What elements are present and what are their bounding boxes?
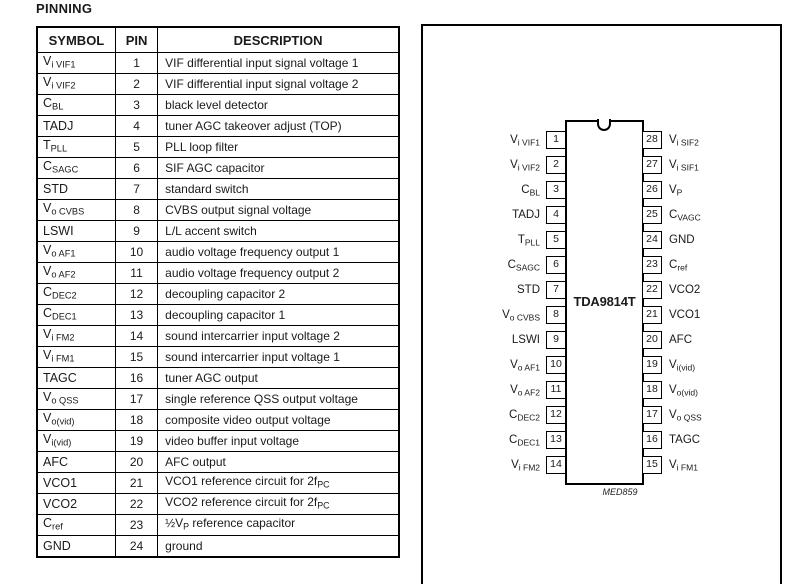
symbol-cell: $V_{o AF1}$	[37, 242, 115, 263]
pin-box: 20	[642, 331, 662, 349]
pin-box: 17	[642, 406, 662, 424]
table-row	[37, 53, 399, 74]
pin-box: 18	[642, 381, 662, 399]
pin-label: $V_{i VIF2}$	[510, 159, 540, 173]
subscript: o QSS	[676, 412, 702, 423]
description-cell: ground	[158, 536, 399, 558]
table-row	[37, 263, 399, 284]
subscript: PC	[317, 479, 330, 490]
symbol-cell: $C_{DEC1}$	[37, 305, 115, 326]
symbol-cell: $V_{i FM2}$	[37, 326, 115, 347]
pin-label: $C_{DEC2}$	[509, 409, 540, 423]
column-header-pin: PIN	[115, 27, 157, 53]
subscript: o CVBS	[51, 206, 85, 217]
pin-box: 12	[546, 406, 566, 424]
pin-label: $C_{BL}$	[521, 184, 540, 198]
pin-number-cell: 14	[115, 326, 157, 347]
pin-label: $C_{SAGC}$	[507, 259, 540, 273]
description-cell: tuner AGC takeover adjust (TOP)	[158, 116, 399, 137]
pin-number-cell: 4	[115, 116, 157, 137]
description-cell: black level detector	[158, 95, 399, 116]
pin-number-cell: 10	[115, 242, 157, 263]
pin-number-cell: 9	[115, 221, 157, 242]
table-row	[37, 368, 399, 389]
page-title: PINNING	[36, 1, 93, 16]
subscript: i SIF2	[676, 137, 699, 148]
description-cell: sound intercarrier input voltage 1	[158, 347, 399, 368]
table-row	[37, 494, 399, 515]
pin-label: $C_{ref}$	[669, 259, 688, 273]
figure-code: MED859	[602, 487, 638, 497]
table-row	[37, 137, 399, 158]
pin-box: 16	[642, 431, 662, 449]
pin-label: STD	[517, 284, 540, 296]
pin-box: 13	[546, 431, 566, 449]
subscript: i(vid)	[51, 437, 72, 448]
subscript: PC	[317, 500, 330, 511]
table-row	[37, 431, 399, 452]
subscript: o(vid)	[51, 416, 75, 427]
description-cell: VIF differential input signal voltage 1	[158, 53, 399, 74]
pin-box: 10	[546, 356, 566, 374]
description-cell: sound intercarrier input voltage 2	[158, 326, 399, 347]
subscript: i VIF2	[517, 162, 540, 173]
pin-box: 14	[546, 456, 566, 474]
pin-number-cell: 13	[115, 305, 157, 326]
symbol-cell: $C_{SAGC}$	[37, 158, 115, 179]
subscript: o CVBS	[509, 312, 540, 323]
subscript: P	[676, 187, 683, 198]
pin-label: $V_{i FM2}$	[511, 459, 540, 473]
symbol-cell: $V_{o CVBS}$	[37, 200, 115, 221]
table-row	[37, 305, 399, 326]
description-cell: L/L accent switch	[158, 221, 399, 242]
pin-box: 4	[546, 206, 566, 224]
symbol-cell: $V_{i VIF2}$	[37, 74, 115, 95]
pin-number-cell: 23	[115, 515, 157, 536]
pin-number-cell: 22	[115, 494, 157, 515]
table-row	[37, 536, 399, 558]
description-cell: VCO1 reference circuit for $2f_{PC}$	[158, 473, 399, 494]
pinning-table	[36, 26, 400, 558]
table-row	[37, 515, 399, 536]
pin-box: 19	[642, 356, 662, 374]
chip-label: TDA9814T	[573, 294, 636, 309]
pin-label: $V_{i SIF2}$	[669, 134, 699, 148]
subscript: o AF2	[517, 387, 540, 398]
pin-number-cell: 5	[115, 137, 157, 158]
subscript: o QSS	[51, 395, 79, 406]
description-cell: composite video output voltage	[158, 410, 399, 431]
description-cell: $\frac{1}{2}V_P$ reference capacitor	[158, 515, 399, 536]
symbol-cell: $V_{i VIF1}$	[37, 53, 115, 74]
pin-number-cell: 11	[115, 263, 157, 284]
subscript: PLL	[524, 237, 540, 248]
pin-number-cell: 7	[115, 179, 157, 200]
subscript: i VIF2	[51, 80, 76, 91]
subscript: ref	[52, 521, 63, 532]
pin-number-cell: 15	[115, 347, 157, 368]
pin-label: $V_{o(vid)}$	[669, 384, 698, 398]
symbol-cell: $V_{i FM1}$	[37, 347, 115, 368]
description-cell: AFC output	[158, 452, 399, 473]
subscript: BL	[52, 101, 64, 112]
table-row	[37, 158, 399, 179]
table-row	[37, 389, 399, 410]
subscript: SAGC	[52, 164, 79, 175]
symbol-cell: VCO1	[37, 473, 115, 494]
table-row	[37, 347, 399, 368]
table-row	[37, 179, 399, 200]
subscript: i FM2	[51, 332, 75, 343]
column-header-symbol: SYMBOL	[37, 27, 115, 53]
table-header-row	[37, 27, 399, 53]
pin-box: 28	[642, 131, 662, 149]
symbol-cell: $V_{o AF2}$	[37, 263, 115, 284]
subscript: o(vid)	[676, 387, 698, 398]
pin-box: 26	[642, 181, 662, 199]
table-row	[37, 200, 399, 221]
description-cell: single reference QSS output voltage	[158, 389, 399, 410]
symbol-cell: AFC	[37, 452, 115, 473]
subscript: ref	[677, 262, 688, 273]
pin-number-cell: 3	[115, 95, 157, 116]
pin-label: $V_{o QSS}$	[669, 409, 702, 423]
description-cell: video buffer input voltage	[158, 431, 399, 452]
description-cell: tuner AGC output	[158, 368, 399, 389]
subscript: i FM2	[518, 462, 540, 473]
pin-box: 1	[546, 131, 566, 149]
pin-number-cell: 18	[115, 410, 157, 431]
pin-label: $V_{i(vid)}$	[669, 359, 696, 373]
table-row	[37, 452, 399, 473]
subscript: o AF1	[517, 362, 540, 373]
symbol-cell: STD	[37, 179, 115, 200]
subscript: SAGC	[515, 262, 540, 273]
subscript: DEC2	[517, 412, 540, 423]
table-row	[37, 284, 399, 305]
pin-number-cell: 1	[115, 53, 157, 74]
symbol-cell: TADJ	[37, 116, 115, 137]
symbol-cell: $V_{o QSS}$	[37, 389, 115, 410]
pin-box: 11	[546, 381, 566, 399]
description-cell: decoupling capacitor 1	[158, 305, 399, 326]
pin-label: $C_{DEC1}$	[509, 434, 540, 448]
pin-number-cell: 20	[115, 452, 157, 473]
pin-label: TAGC	[669, 434, 701, 446]
subscript: i FM1	[51, 353, 75, 364]
subscript: DEC1	[52, 311, 77, 322]
symbol-cell: VCO2	[37, 494, 115, 515]
description-cell: audio voltage frequency output 1	[158, 242, 399, 263]
pin-label: $V_{i VIF1}$	[510, 134, 540, 148]
pin-number-cell: 21	[115, 473, 157, 494]
subscript: P	[183, 521, 190, 532]
pin-number-cell: 16	[115, 368, 157, 389]
pin-number-cell: 8	[115, 200, 157, 221]
pin-label: LSWI	[511, 334, 540, 346]
description-cell: VIF differential input signal voltage 2	[158, 74, 399, 95]
description-cell: CVBS output signal voltage	[158, 200, 399, 221]
pin-box: 9	[546, 331, 566, 349]
pin-number-cell: 2	[115, 74, 157, 95]
description-cell: audio voltage frequency output 2	[158, 263, 399, 284]
table-row	[37, 221, 399, 242]
description-cell: SIF AGC capacitor	[158, 158, 399, 179]
table-row	[37, 116, 399, 137]
description-cell: PLL loop filter	[158, 137, 399, 158]
pin-box: 2	[546, 156, 566, 174]
pin-box: 15	[642, 456, 662, 474]
table-row	[37, 74, 399, 95]
pin-label: $V_{o AF1}$	[510, 359, 540, 373]
pin-box: 24	[642, 231, 662, 249]
symbol-cell: $C_{DEC2}$	[37, 284, 115, 305]
pin-box: 6	[546, 256, 566, 274]
symbol-cell: TAGC	[37, 368, 115, 389]
subscript: i FM1	[676, 462, 698, 473]
symbol-cell: $C_{ref}$	[37, 515, 115, 536]
description-cell: VCO2 reference circuit for $2f_{PC}$	[158, 494, 399, 515]
subscript: o AF2	[51, 269, 76, 280]
symbol-cell: $V_{i(vid)}$	[37, 431, 115, 452]
pin-box: 7	[546, 281, 566, 299]
subscript: i VIF1	[517, 137, 540, 148]
description-cell: standard switch	[158, 179, 399, 200]
subscript: VAGC	[677, 212, 701, 223]
subscript: i SIF1	[676, 162, 699, 173]
pin-label: $C_{VAGC}$	[669, 209, 701, 223]
pin-label: $V_{i SIF1}$	[669, 159, 699, 173]
symbol-cell: $C_{BL}$	[37, 95, 115, 116]
symbol-cell: GND	[37, 536, 115, 558]
symbol-cell: $T_{PLL}$	[37, 137, 115, 158]
pin-label: $V_{i FM1}$	[669, 459, 698, 473]
pin-label: $T_{PLL}$	[517, 234, 540, 248]
description-cell: decoupling capacitor 2	[158, 284, 399, 305]
pin-label: VCO1	[669, 309, 701, 321]
pin-label: $V_{o CVBS}$	[502, 309, 540, 323]
pin-box: 3	[546, 181, 566, 199]
pin-box: 27	[642, 156, 662, 174]
pin-number-cell: 19	[115, 431, 157, 452]
symbol-cell: $V_{o(vid)}$	[37, 410, 115, 431]
pin-label: $V_P$	[669, 184, 683, 198]
symbol-cell: LSWI	[37, 221, 115, 242]
pin-number-cell: 12	[115, 284, 157, 305]
subscript: i VIF1	[51, 59, 76, 70]
pin-box: 21	[642, 306, 662, 324]
pin-box: 8	[546, 306, 566, 324]
column-header-description: DESCRIPTION	[158, 27, 399, 53]
pin-label: $V_{o AF2}$	[510, 384, 540, 398]
pin-number-cell: 17	[115, 389, 157, 410]
subscript: DEC1	[517, 437, 540, 448]
subscript: DEC2	[52, 290, 77, 301]
pin-label: AFC	[669, 334, 692, 346]
table-row	[37, 473, 399, 494]
pin-number-cell: 24	[115, 536, 157, 558]
table-row	[37, 326, 399, 347]
subscript: BL	[529, 187, 540, 198]
subscript: PLL	[50, 143, 68, 154]
pin-number-cell: 6	[115, 158, 157, 179]
table-row	[37, 95, 399, 116]
pin-label: GND	[669, 234, 695, 246]
pin-label: TADJ	[512, 209, 540, 221]
table-row	[37, 410, 399, 431]
pin-box: 22	[642, 281, 662, 299]
subscript: o AF1	[51, 248, 76, 259]
pin-box: 25	[642, 206, 662, 224]
pin-label: VCO2	[669, 284, 701, 296]
table-row	[37, 242, 399, 263]
pin-box: 23	[642, 256, 662, 274]
subscript: i(vid)	[676, 362, 696, 373]
pin-box: 5	[546, 231, 566, 249]
